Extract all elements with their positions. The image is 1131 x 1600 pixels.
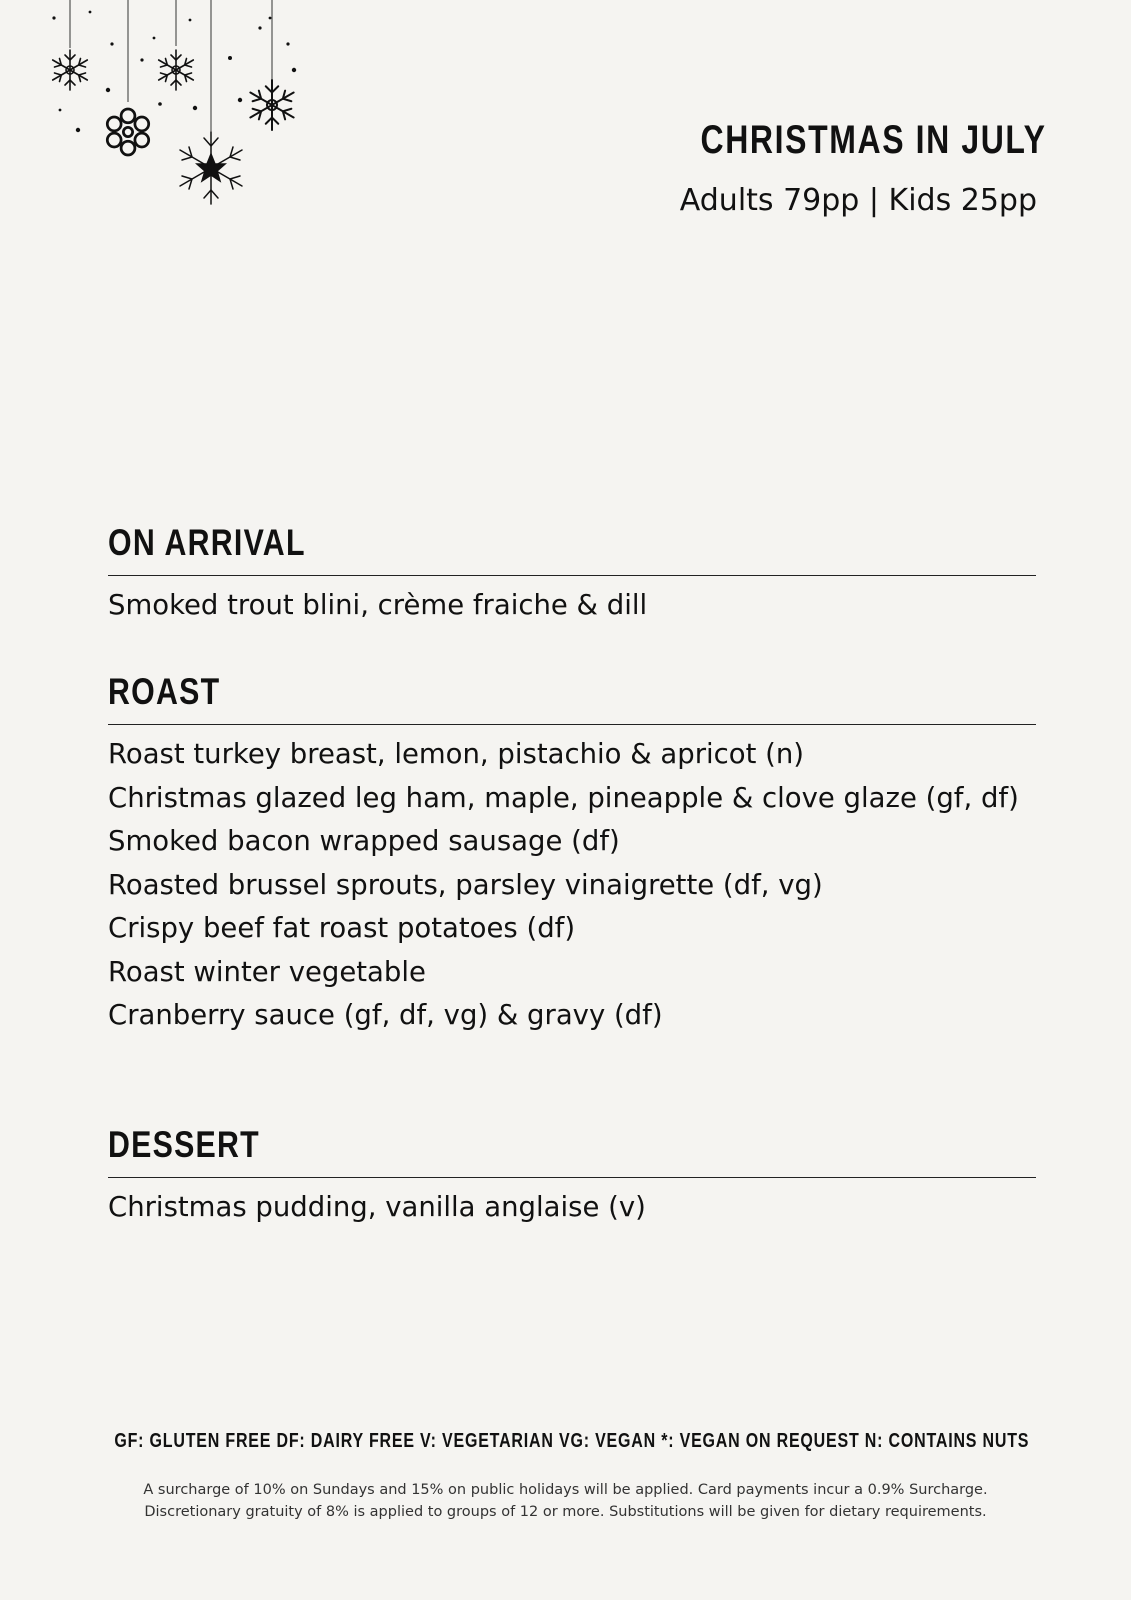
menu-item-list xyxy=(108,733,1036,1038)
menu-item-list xyxy=(108,584,1036,628)
section-on-arrival xyxy=(108,521,1036,628)
menu-item: Roast turkey breast, lemon, pistachio & apricot (n) xyxy=(108,738,805,770)
menu-item: Cranberry sauce (gf, df, vg) & gravy (df) xyxy=(108,999,663,1031)
section-title: ROAST xyxy=(108,671,221,712)
page-title: CHRISTMAS IN JULY xyxy=(700,118,1047,162)
menu-item-list xyxy=(108,1186,1036,1230)
menu-item: Christmas glazed leg ham, maple, pineapple & clove glaze (gf, df) xyxy=(108,781,1019,814)
surcharge-notes xyxy=(0,1479,1131,1523)
menu-item: Crispy beef fat roast potatoes (df) xyxy=(108,912,576,944)
section-dessert xyxy=(108,1123,1036,1230)
menu-item: Roasted brussel sprouts, parsley vinaigrette (df, vg) xyxy=(108,868,823,901)
note-line: A surcharge of 10% on Sundays and 15% on public holidays will be applied. Card payments incur a 0.9% Surcharge. xyxy=(143,1482,988,1498)
menu-item: Smoked trout blini, crème fraiche & dill xyxy=(108,589,648,621)
dietary-legend xyxy=(0,1430,1131,1453)
divider xyxy=(108,575,1036,576)
menu-item: Christmas pudding, vanilla anglaise (v) xyxy=(108,1191,646,1223)
section-title: ON ARRIVAL xyxy=(108,522,306,563)
hanging-snowflake-ornaments-icon xyxy=(30,0,320,220)
menu-item: Roast winter vegetable xyxy=(108,955,426,988)
menu-item: Smoked bacon wrapped sausage (df) xyxy=(108,825,620,857)
divider xyxy=(108,724,1036,725)
price-subtitle: Adults 79pp | Kids 25pp xyxy=(679,183,1037,218)
dietary-legend-text: GF: GLUTEN FREE DF: DAIRY FREE V: VEGETARIAN VG: VEGAN *: VEGAN ON REQUEST N: CONTAINS NUTS xyxy=(114,1430,1030,1452)
divider xyxy=(108,1177,1036,1178)
section-roast xyxy=(108,670,1036,1038)
section-title: DESSERT xyxy=(108,1124,260,1165)
note-line: Discretionary gratuity of 8% is applied to groups of 12 or more. Substitutions will be given for dietary requirements. xyxy=(144,1504,987,1520)
